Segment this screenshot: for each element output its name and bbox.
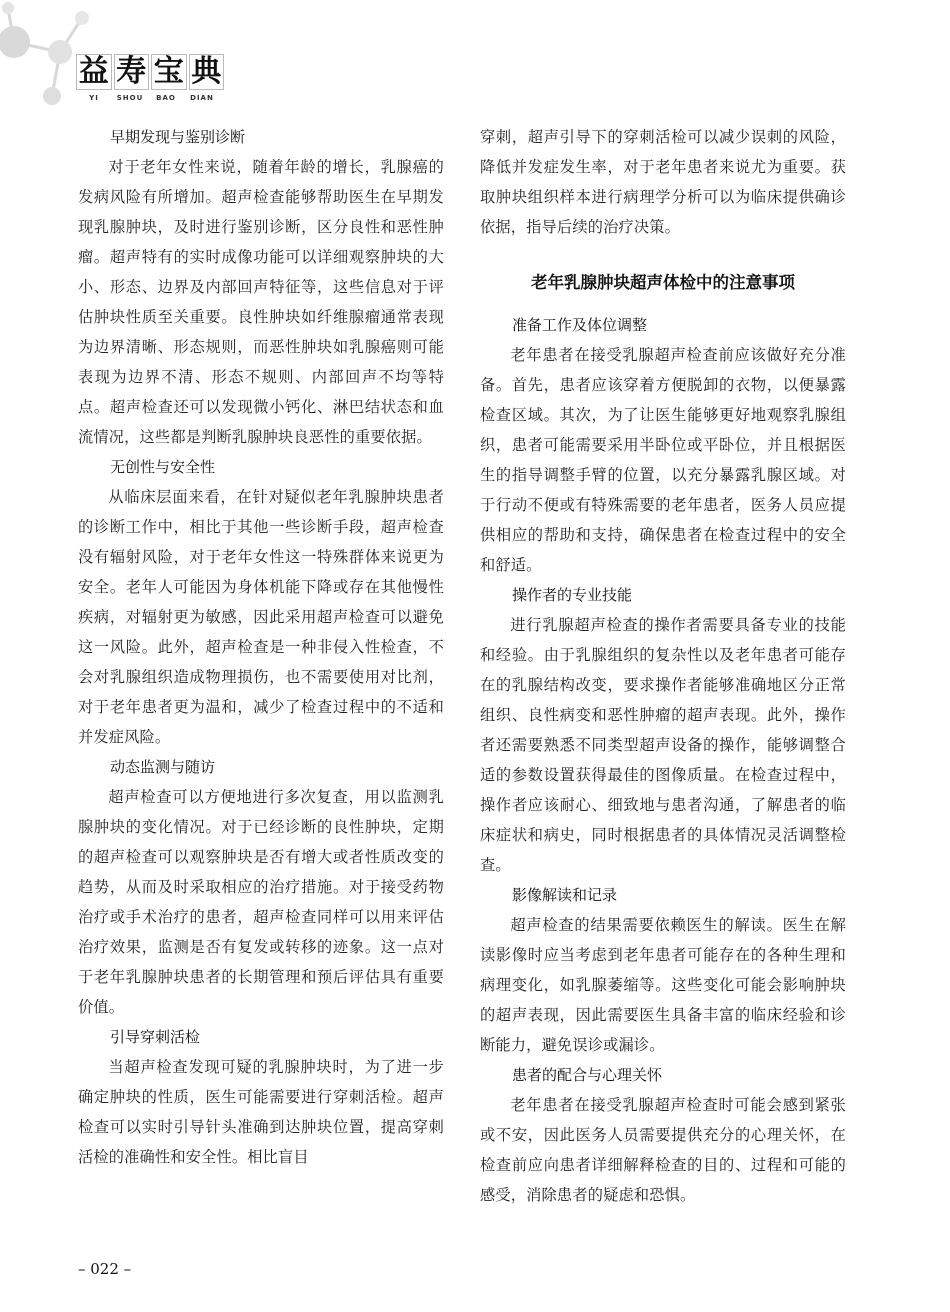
brand-char: 宝 bbox=[151, 54, 187, 90]
subheading-early-detection: 早期发现与鉴别诊断 bbox=[110, 128, 246, 146]
paragraph-continued: 穿刺，超声引导下的穿刺活检可以减少误刺的风险，降低并发症发生率，对于老年患者来说尤为重要。获取肿块组织样本进行病理学分析可以为临床提供确诊依据，指导后续的治疗决策。 bbox=[480, 128, 846, 236]
paragraph: 当超声检查发现可疑的乳腺肿块时，为了进一步确定肿块的性质，医生可能需要进行穿刺活检。超声检查可以实时引导针头准确到达肿块位置，提高穿刺活检的准确性和安全性。相比盲目 bbox=[78, 1058, 444, 1166]
subheading-image-interpretation: 影像解读和记录 bbox=[512, 886, 618, 904]
paragraph: 超声检查可以方便地进行多次复查，用以监测乳腺肿块的变化情况。对于已经诊断的良性肿块，定期的超声检查可以观察肿块是否有增大或者性质改变的趋势，从而及时采取相应的治疗措施。对于接受药物治疗或手术治疗的患者，超声检查同样可以用来评估治疗效果，监测是否有复发或转移的迹象。这一点对于老年乳腺肿块患者的长期管理和预后评估具有重要价值。 bbox=[78, 788, 444, 1016]
pinyin-label: BAO bbox=[156, 94, 176, 102]
brand-char: 寿 bbox=[114, 54, 150, 90]
paragraph: 从临床层面来看，在针对疑似老年乳腺肿块患者的诊断工作中，相比于其他一些诊断手段，超声检查没有辐射风险，对于老年女性这一特殊群体来说更为安全。老年人可能因为身体机能下降或存在其他慢性疾病，对辐射更为敏感，因此采用超声检查可以避免这一风险。此外，超声检查是一种非侵入性检查，不会对乳腺组织造成物理损伤，也不需要使用对比剂，对于老年患者更为温和，减少了检查过程中的不适和并发症风险。 bbox=[78, 488, 444, 746]
left-column bbox=[78, 122, 444, 1172]
section-title: 老年乳腺肿块超声体检中的注意事项 bbox=[531, 273, 795, 292]
right-column bbox=[480, 122, 846, 1210]
subheading-guided-biopsy: 引导穿刺活检 bbox=[110, 1028, 201, 1046]
subheading-patient-cooperation: 患者的配合与心理关怀 bbox=[512, 1066, 663, 1084]
paragraph: 进行乳腺超声检查的操作者需要具备专业的技能和经验。由于乳腺组织的复杂性以及老年患者可能存在的乳腺结构改变，要求操作者能够准确地区分正常组织、良性病变和恶性肿瘤的超声表现。此外，操作者还需要熟悉不同类型超声设备的操作，能够调整合适的参数设置获得最佳的图像质量。在检查过程中，操作者应该耐心、细致地与患者沟通，了解患者的临床症状和病史，同时根据患者的具体情况灵活调整检查。 bbox=[480, 616, 846, 874]
pinyin-label: YI bbox=[89, 94, 99, 102]
subheading-preparation: 准备工作及体位调整 bbox=[512, 316, 648, 334]
page-number: – 022 – bbox=[78, 1260, 132, 1278]
paragraph: 超声检查的结果需要依赖医生的解读。医生在解读影像时应当考虑到老年患者可能存在的各种生理和病理变化，如乳腺萎缩等。这些变化可能会影响肿块的超声表现，因此需要医生具备丰富的临床经验和诊断能力，避免误诊或漏诊。 bbox=[480, 916, 846, 1054]
subheading-operator-skills: 操作者的专业技能 bbox=[512, 586, 633, 604]
brand-char: 益 bbox=[76, 54, 112, 90]
paragraph: 老年患者在接受乳腺超声检查前应该做好充分准备。首先，患者应该穿着方便脱卸的衣物，以便暴露检查区域。其次，为了让医生能够更好地观察乳腺组织，患者可能需要采用半卧位或平卧位，并且根据医生的指导调整手臂的位置，以充分暴露乳腺区域。对于行动不便或有特殊需要的老年患者，医务人员应提供相应的帮助和支持，确保患者在检查过程中的安全和舒适。 bbox=[480, 346, 846, 574]
subheading-dynamic-monitoring: 动态监测与随访 bbox=[110, 758, 216, 776]
pinyin-label: DIAN bbox=[190, 94, 214, 102]
subheading-noninvasive-safety: 无创性与安全性 bbox=[110, 458, 216, 476]
brand-logo bbox=[76, 54, 226, 102]
pinyin-label: SHOU bbox=[116, 94, 144, 102]
brand-pinyin bbox=[76, 94, 226, 102]
brand-title bbox=[76, 54, 226, 90]
paragraph: 老年患者在接受乳腺超声检查时可能会感到紧张或不安，因此医务人员需要提供充分的心理关怀，在检查前应向患者详细解释检查的目的、过程和可能的感受，消除患者的疑虑和恐惧。 bbox=[480, 1096, 846, 1204]
paragraph: 对于老年女性来说，随着年龄的增长，乳腺癌的发病风险有所增加。超声检查能够帮助医生在早期发现乳腺肿块，及时进行鉴别诊断，区分良性和恶性肿瘤。超声特有的实时成像功能可以详细观察肿块的大小、形态、边界及内部回声特征等，这些信息对于评估肿块性质至关重要。良性肿块如纤维腺瘤通常表现为边界清晰、形态规则，而恶性肿块如乳腺癌则可能表现为边界不清、形态不规则、内部回声不均等特点。超声检查还可以发现微小钙化、淋巴结状态和血流情况，这些都是判断乳腺肿块良恶性的重要依据。 bbox=[78, 158, 444, 446]
brand-char: 典 bbox=[189, 54, 225, 90]
